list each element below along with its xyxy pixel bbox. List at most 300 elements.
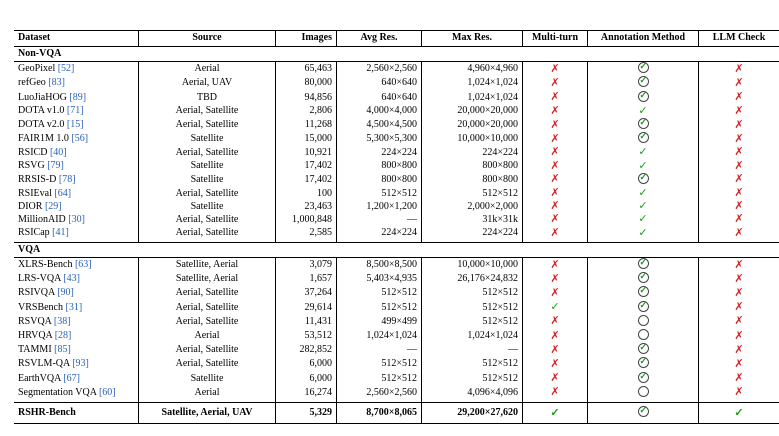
dataset-name-cell — [14, 146, 139, 159]
citation-link: [71] — [66, 105, 84, 117]
cross-icon: ✗ — [550, 226, 560, 239]
annotation-method-cell — [588, 386, 699, 403]
annotation-method-cell — [588, 213, 699, 226]
table-row — [14, 272, 779, 286]
max-res-cell: 1,024×1,024 — [422, 91, 523, 105]
dataset-name-cell — [14, 301, 139, 315]
dataset-name-cell — [14, 372, 139, 386]
images-cell: 17,402 — [276, 173, 337, 187]
dataset-name-cell — [14, 160, 139, 173]
cross-icon: ✗ — [734, 386, 744, 399]
avg-res-cell: 5,300×5,300 — [337, 132, 422, 146]
cross-icon: ✗ — [550, 104, 560, 117]
annotation-method-cell — [588, 146, 699, 159]
cross-icon: ✗ — [550, 315, 560, 328]
table-row — [14, 343, 779, 357]
citation-link: [38] — [53, 315, 71, 327]
dataset-comparison-table — [14, 30, 779, 424]
max-res-cell: 512×512 — [422, 301, 523, 315]
dataset-name: LuoJiaHOG — [18, 91, 67, 103]
circled-check-icon — [638, 286, 649, 297]
images-cell: 10,921 — [276, 146, 337, 159]
dataset-name: RRSIS-D — [18, 173, 57, 185]
table-row — [14, 187, 779, 200]
llm-check-cell — [699, 62, 779, 77]
dataset-name: RSICap — [18, 227, 50, 239]
section-title: Non-VQA — [14, 47, 779, 62]
citation-link: [93] — [72, 358, 89, 370]
max-res-cell: 512×512 — [422, 286, 523, 300]
citation-link: [29] — [44, 200, 62, 212]
cross-icon: ✗ — [550, 187, 560, 200]
multi-turn-cell — [523, 286, 588, 300]
max-res-cell: 1,024×1,024 — [422, 76, 523, 90]
source-cell: Satellite — [139, 200, 276, 213]
multi-turn-cell — [523, 160, 588, 173]
circled-check-icon — [638, 357, 649, 368]
llm-check-cell — [699, 286, 779, 300]
citation-link: [41] — [52, 227, 69, 239]
max-res-cell: 31k×31k — [422, 213, 523, 226]
annotation-method-cell — [588, 132, 699, 146]
multi-turn-cell — [523, 146, 588, 159]
multi-turn-cell — [523, 227, 588, 243]
images-cell: 16,274 — [276, 386, 337, 403]
avg-res-cell: 224×224 — [337, 227, 422, 243]
llm-check-cell — [699, 132, 779, 146]
avg-res-cell: 512×512 — [337, 357, 422, 371]
multi-turn-cell — [523, 76, 588, 90]
dataset-name: EarthVQA — [18, 372, 61, 384]
source-cell: Aerial, Satellite — [139, 343, 276, 357]
table-row — [14, 132, 779, 146]
source-cell: Aerial, Satellite — [139, 286, 276, 300]
multi-turn-cell — [523, 105, 588, 118]
cross-icon: ✗ — [734, 286, 744, 299]
cross-icon: ✗ — [734, 146, 744, 159]
dataset-name-cell — [14, 200, 139, 213]
dataset-name-cell — [14, 286, 139, 300]
multi-turn-cell — [523, 403, 588, 424]
header-max-res: Max Res. — [422, 31, 523, 47]
images-cell: 6,000 — [276, 357, 337, 371]
table-row — [14, 258, 779, 273]
circled-check-icon — [638, 372, 649, 383]
table-row — [14, 160, 779, 173]
dataset-name: DIOR — [18, 200, 43, 212]
avg-res-cell: 512×512 — [337, 286, 422, 300]
images-cell: 65,463 — [276, 62, 337, 77]
max-res-cell: 4,960×4,960 — [422, 62, 523, 77]
avg-res-cell: 1,200×1,200 — [337, 200, 422, 213]
check-icon: ✓ — [550, 301, 560, 314]
citation-link: [90] — [57, 287, 74, 299]
circled-check-icon — [638, 406, 649, 417]
multi-turn-cell — [523, 386, 588, 403]
cross-icon: ✗ — [550, 76, 560, 89]
dataset-name-cell — [14, 173, 139, 187]
max-res-cell: 10,000×10,000 — [422, 132, 523, 146]
source-cell: Aerial, Satellite — [139, 118, 276, 132]
cross-icon: ✗ — [550, 329, 560, 342]
multi-turn-cell — [523, 62, 588, 77]
table-row — [14, 386, 779, 403]
cross-icon: ✗ — [550, 343, 560, 356]
source-cell: Satellite, Aerial — [139, 258, 276, 273]
citation-link: [60] — [98, 386, 116, 398]
avg-res-cell: 8,500×8,500 — [337, 258, 422, 273]
dataset-name: LRS-VQA — [18, 273, 61, 285]
dataset-name-cell — [14, 91, 139, 105]
max-res-cell: 800×800 — [422, 173, 523, 187]
avg-res-cell: 800×800 — [337, 173, 422, 187]
images-cell: 5,329 — [276, 403, 337, 424]
cross-icon: ✗ — [734, 76, 744, 89]
images-cell: 15,000 — [276, 132, 337, 146]
llm-check-cell — [699, 105, 779, 118]
dataset-name-cell — [14, 403, 139, 424]
max-res-cell: 512×512 — [422, 315, 523, 329]
avg-res-cell: 499×499 — [337, 315, 422, 329]
dataset-name: RSIVQA — [18, 287, 55, 299]
citation-link: [15] — [66, 119, 84, 131]
llm-check-cell — [699, 301, 779, 315]
check-icon: ✓ — [638, 187, 648, 200]
images-cell: 29,614 — [276, 301, 337, 315]
dataset-name: RSVG — [18, 160, 45, 172]
circled-check-icon — [638, 62, 649, 73]
cross-icon: ✗ — [734, 159, 744, 172]
section-title: VQA — [14, 242, 779, 257]
dataset-name: XLRS-Bench — [18, 259, 73, 271]
dataset-name: RSIEval — [18, 187, 52, 199]
table-body — [14, 47, 779, 424]
llm-check-cell — [699, 403, 779, 424]
dataset-name: DOTA v1.0 — [18, 105, 65, 117]
dataset-name-cell — [14, 132, 139, 146]
check-icon: ✓ — [734, 406, 744, 419]
empty-circle-icon — [638, 315, 649, 326]
source-cell: Aerial, Satellite — [139, 105, 276, 118]
citation-link: [56] — [71, 133, 89, 145]
header-dataset: Dataset — [14, 31, 139, 47]
header-multi-turn: Multi-turn — [523, 31, 588, 47]
max-res-cell: 512×512 — [422, 187, 523, 200]
avg-res-cell: 5,403×4,935 — [337, 272, 422, 286]
table-row — [14, 227, 779, 243]
source-cell: Aerial, Satellite — [139, 301, 276, 315]
multi-turn-cell — [523, 213, 588, 226]
citation-link: [85] — [54, 344, 71, 356]
circled-check-icon — [638, 173, 649, 184]
cross-icon: ✗ — [734, 357, 744, 370]
header-row — [14, 31, 779, 47]
cross-icon: ✗ — [734, 258, 744, 271]
table-row — [14, 301, 779, 315]
check-icon: ✓ — [638, 200, 648, 213]
max-res-cell: 26,176×24,832 — [422, 272, 523, 286]
multi-turn-cell — [523, 118, 588, 132]
dataset-name-cell — [14, 258, 139, 273]
empty-circle-icon — [638, 386, 649, 397]
circled-check-icon — [638, 272, 649, 283]
circled-check-icon — [638, 76, 649, 87]
check-icon: ✓ — [550, 406, 560, 419]
table-row — [14, 329, 779, 343]
citation-link: [83] — [48, 77, 65, 89]
circled-check-icon — [638, 301, 649, 312]
citation-link: [52] — [57, 63, 75, 75]
avg-res-cell: 512×512 — [337, 187, 422, 200]
avg-res-cell: 512×512 — [337, 372, 422, 386]
dataset-name-cell — [14, 76, 139, 90]
images-cell: 1,000,848 — [276, 213, 337, 226]
annotation-method-cell — [588, 200, 699, 213]
cross-icon: ✗ — [734, 132, 744, 145]
table-row — [14, 146, 779, 159]
source-cell: Satellite, Aerial, UAV — [139, 403, 276, 424]
source-cell: Aerial, Satellite — [139, 315, 276, 329]
header-images: Images — [276, 31, 337, 47]
cross-icon: ✗ — [734, 200, 744, 213]
avg-res-cell: 640×640 — [337, 76, 422, 90]
avg-res-cell: — — [337, 343, 422, 357]
table-row — [14, 118, 779, 132]
avg-res-cell: 2,560×2,560 — [337, 62, 422, 77]
avg-res-cell: 4,000×4,000 — [337, 105, 422, 118]
source-cell: Aerial, Satellite — [139, 187, 276, 200]
llm-check-cell — [699, 315, 779, 329]
dataset-name: DOTA v2.0 — [18, 119, 65, 131]
avg-res-cell: 1,024×1,024 — [337, 329, 422, 343]
cross-icon: ✗ — [550, 159, 560, 172]
llm-check-cell — [699, 272, 779, 286]
table-row — [14, 315, 779, 329]
cross-icon: ✗ — [734, 118, 744, 131]
dataset-name: TAMMI — [18, 344, 52, 356]
dataset-name: RSVQA — [18, 315, 52, 327]
dataset-name: Segmentation VQA — [18, 386, 97, 398]
avg-res-cell: 800×800 — [337, 160, 422, 173]
cross-icon: ✗ — [550, 118, 560, 131]
llm-check-cell — [699, 200, 779, 213]
annotation-method-cell — [588, 173, 699, 187]
dataset-name: GeoPixel — [18, 63, 56, 75]
multi-turn-cell — [523, 272, 588, 286]
multi-turn-cell — [523, 200, 588, 213]
cross-icon: ✗ — [550, 173, 560, 186]
avg-res-cell: 4,500×4,500 — [337, 118, 422, 132]
dataset-name-cell — [14, 62, 139, 77]
citation-link: [78] — [58, 173, 76, 185]
source-cell: Aerial — [139, 329, 276, 343]
cross-icon: ✗ — [734, 315, 744, 328]
check-icon: ✓ — [638, 146, 648, 159]
max-res-cell: 800×800 — [422, 160, 523, 173]
circled-check-icon — [638, 132, 649, 143]
multi-turn-cell — [523, 173, 588, 187]
citation-link: [63] — [74, 259, 92, 271]
images-cell: 3,079 — [276, 258, 337, 273]
llm-check-cell — [699, 76, 779, 90]
multi-turn-cell — [523, 343, 588, 357]
avg-res-cell: 8,700×8,065 — [337, 403, 422, 424]
multi-turn-cell — [523, 132, 588, 146]
table-row — [14, 76, 779, 90]
dataset-name-cell — [14, 118, 139, 132]
dataset-name-cell — [14, 213, 139, 226]
multi-turn-cell — [523, 372, 588, 386]
llm-check-cell — [699, 91, 779, 105]
source-cell: Aerial — [139, 386, 276, 403]
comparison-table-container — [14, 30, 766, 424]
max-res-cell: 29,200×27,620 — [422, 403, 523, 424]
source-cell: Aerial, Satellite — [139, 227, 276, 243]
dataset-name: RSICD — [18, 146, 48, 158]
section-header-row — [14, 47, 779, 62]
dataset-name-cell — [14, 343, 139, 357]
multi-turn-cell — [523, 315, 588, 329]
cross-icon: ✗ — [550, 62, 560, 75]
annotation-method-cell — [588, 301, 699, 315]
max-res-cell: 2,000×2,000 — [422, 200, 523, 213]
circled-check-icon — [638, 258, 649, 269]
dataset-name-cell — [14, 105, 139, 118]
annotation-method-cell — [588, 403, 699, 424]
citation-link: [79] — [47, 160, 64, 172]
cross-icon: ✗ — [734, 187, 744, 200]
llm-check-cell — [699, 258, 779, 273]
max-res-cell: 20,000×20,000 — [422, 118, 523, 132]
llm-check-cell — [699, 343, 779, 357]
dataset-name-cell — [14, 272, 139, 286]
cross-icon: ✗ — [550, 357, 560, 370]
multi-turn-cell — [523, 329, 588, 343]
images-cell: 11,268 — [276, 118, 337, 132]
source-cell: Aerial, UAV — [139, 76, 276, 90]
citation-link: [64] — [54, 187, 72, 199]
images-cell: 100 — [276, 187, 337, 200]
images-cell: 17,402 — [276, 160, 337, 173]
images-cell: 282,852 — [276, 343, 337, 357]
dataset-name: FAIR1M 1.0 — [18, 133, 69, 145]
multi-turn-cell — [523, 357, 588, 371]
table-row — [14, 105, 779, 118]
avg-res-cell: 512×512 — [337, 301, 422, 315]
table-row — [14, 286, 779, 300]
source-cell: Aerial, Satellite — [139, 357, 276, 371]
cross-icon: ✗ — [550, 372, 560, 385]
citation-link: [89] — [69, 91, 87, 103]
images-cell: 1,657 — [276, 272, 337, 286]
dataset-name-cell — [14, 386, 139, 403]
cross-icon: ✗ — [550, 258, 560, 271]
max-res-cell: 1,024×1,024 — [422, 329, 523, 343]
citation-link: [43] — [63, 273, 80, 285]
dataset-name: HRVQA — [18, 330, 53, 342]
header-llm-check: LLM Check — [712, 32, 766, 44]
source-cell: Satellite — [139, 132, 276, 146]
llm-check-cell — [699, 329, 779, 343]
circled-check-icon — [638, 91, 649, 102]
max-res-cell: 20,000×20,000 — [422, 105, 523, 118]
cross-icon: ✗ — [734, 62, 744, 75]
multi-turn-cell — [523, 301, 588, 315]
images-cell: 6,000 — [276, 372, 337, 386]
section-header-row — [14, 242, 779, 257]
avg-res-cell: 2,560×2,560 — [337, 386, 422, 403]
images-cell: 80,000 — [276, 76, 337, 90]
llm-check-cell — [699, 372, 779, 386]
dataset-name: VRSBench — [18, 301, 63, 313]
cross-icon: ✗ — [550, 286, 560, 299]
source-cell: Satellite, Aerial — [139, 272, 276, 286]
llm-check-cell — [699, 146, 779, 159]
cross-icon: ✗ — [734, 91, 744, 104]
llm-check-cell — [699, 173, 779, 187]
table-row — [14, 372, 779, 386]
table-row — [14, 213, 779, 226]
check-icon: ✓ — [638, 213, 648, 226]
avg-res-cell: — — [337, 213, 422, 226]
check-icon: ✓ — [638, 159, 648, 172]
table-row — [14, 200, 779, 213]
cross-icon: ✗ — [734, 329, 744, 342]
images-cell: 11,431 — [276, 315, 337, 329]
table-row — [14, 357, 779, 371]
annotation-method-cell — [588, 315, 699, 329]
table-row — [14, 62, 779, 77]
cross-icon: ✗ — [550, 200, 560, 213]
source-cell: TBD — [139, 91, 276, 105]
check-icon: ✓ — [638, 226, 648, 239]
dataset-name-cell — [14, 187, 139, 200]
cross-icon: ✗ — [734, 272, 744, 285]
circled-check-icon — [638, 118, 649, 129]
annotation-method-cell — [588, 227, 699, 243]
max-res-cell: 10,000×10,000 — [422, 258, 523, 273]
avg-res-cell: 224×224 — [337, 146, 422, 159]
max-res-cell: 512×512 — [422, 372, 523, 386]
dataset-name: RSHR-Bench — [18, 407, 76, 419]
header-source: Source — [139, 31, 276, 47]
cross-icon: ✗ — [550, 91, 560, 104]
source-cell: Satellite — [139, 372, 276, 386]
citation-link: [30] — [68, 213, 85, 225]
images-cell: 53,512 — [276, 329, 337, 343]
citation-link: [67] — [63, 372, 80, 384]
check-icon: ✓ — [638, 104, 648, 117]
dataset-name-cell — [14, 329, 139, 343]
dataset-name-cell — [14, 227, 139, 243]
multi-turn-cell — [523, 91, 588, 105]
cross-icon: ✗ — [734, 104, 744, 117]
circled-check-icon — [638, 343, 649, 354]
llm-check-cell — [699, 386, 779, 403]
dataset-name: refGeo — [18, 77, 46, 89]
cross-icon: ✗ — [550, 132, 560, 145]
max-res-cell: — — [422, 343, 523, 357]
dataset-name: MillionAID — [18, 213, 66, 225]
cross-icon: ✗ — [734, 301, 744, 314]
annotation-method-cell — [588, 372, 699, 386]
images-cell: 2,585 — [276, 227, 337, 243]
llm-check-cell — [699, 160, 779, 173]
cross-icon: ✗ — [734, 226, 744, 239]
source-cell: Satellite — [139, 160, 276, 173]
dataset-name: RSVLM-QA — [18, 358, 70, 370]
source-cell: Aerial, Satellite — [139, 146, 276, 159]
